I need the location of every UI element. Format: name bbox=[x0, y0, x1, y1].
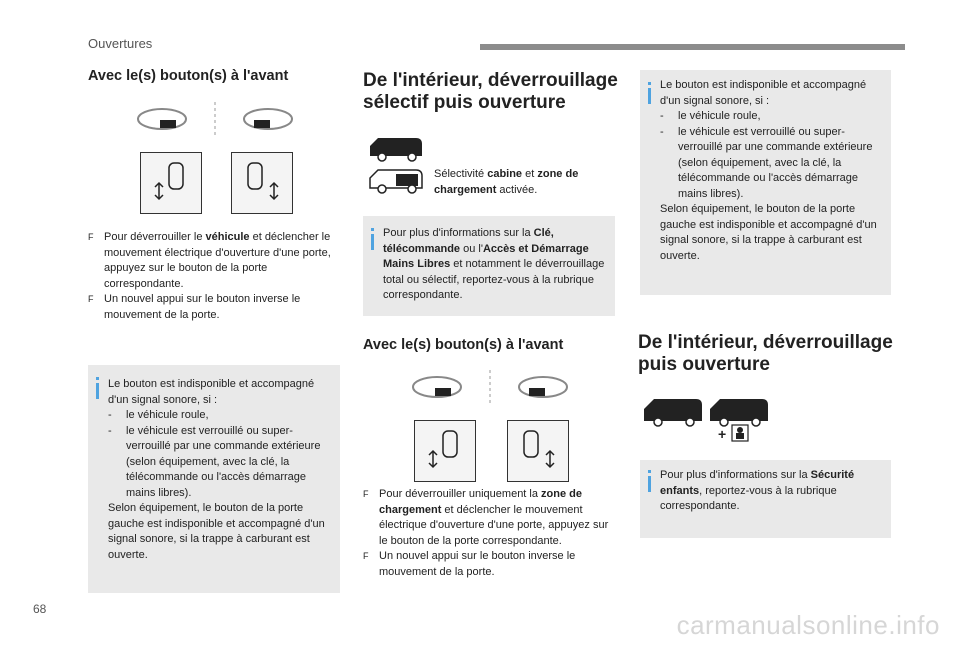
text: Pour déverrouiller le bbox=[104, 231, 206, 243]
text: et déclencher le mouvement électrique d'ouverture d'une porte, appuyez sur le bouton de la porte correspondante. bbox=[379, 503, 609, 547]
text: Sélectivité bbox=[434, 168, 488, 180]
watermark: carmanualsonline.info bbox=[676, 610, 940, 640]
note-outro: Selon équipement, le bouton de la porte gauche est indisponible et accompagné d'un signal sonore, si la trappe à carburant est ouverte. bbox=[660, 203, 877, 262]
text: Pour plus d'informations sur la bbox=[383, 227, 534, 239]
bullet-icon: F bbox=[363, 551, 369, 561]
selectivity-text bbox=[434, 167, 604, 198]
bullet-icon: F bbox=[88, 232, 94, 242]
list-item bbox=[88, 230, 340, 292]
door-switch-left-icon bbox=[415, 421, 475, 481]
text: le véhicule roule, bbox=[678, 110, 761, 122]
door-switch-right bbox=[507, 420, 569, 482]
text: activée. bbox=[496, 183, 538, 196]
col1-note-box bbox=[88, 365, 340, 593]
list-item bbox=[108, 408, 336, 424]
text: le véhicule roule, bbox=[126, 409, 209, 421]
door-switch-left-icon bbox=[141, 153, 201, 213]
header-bar bbox=[480, 44, 905, 50]
text-bold: Clé, télécommande bbox=[383, 227, 554, 255]
text-bold: Accès et Démarrage Mains Libres bbox=[383, 242, 589, 270]
col1-note-text bbox=[108, 377, 336, 563]
text: Un nouvel appui sur le bouton inverse le mouvement de la porte. bbox=[104, 293, 301, 321]
page-number: 68 bbox=[33, 602, 47, 616]
col2-note-text bbox=[383, 226, 611, 304]
text: et bbox=[522, 168, 538, 180]
text: Un nouvel appui sur le bouton inverse le mouvement de la porte. bbox=[379, 550, 576, 578]
list-item bbox=[88, 292, 340, 323]
col3-note2-box bbox=[640, 460, 891, 538]
col2-heading2: Avec le(s) bouton(s) à l'avant bbox=[363, 337, 564, 353]
bullet-icon: F bbox=[88, 294, 94, 304]
text: le véhicule est verrouillé ou super-verrouillé par une commande extérieure (selon équipement, avec la clé, la télécommande ou l'accès démarrage mains libres). bbox=[126, 424, 321, 499]
dash-icon: - bbox=[108, 409, 112, 421]
list-item bbox=[660, 125, 888, 203]
list-item bbox=[363, 487, 618, 549]
door-switch-right bbox=[231, 152, 293, 214]
text: Pour plus d'informations sur la bbox=[660, 469, 811, 481]
col2-note-box bbox=[363, 216, 615, 316]
col3-heading: De l'intérieur, déverrouillage puis ouverture bbox=[638, 332, 893, 375]
text-bold: Sécurité enfants bbox=[660, 469, 855, 497]
note-intro: Le bouton est indisponible et accompagné d'un signal sonore, si : bbox=[108, 378, 315, 406]
col3-note-text bbox=[660, 78, 888, 264]
door-switch-left bbox=[140, 152, 202, 214]
note-outro: Selon équipement, le bouton de la porte gauche est indisponible et accompagné d'un signal sonore, si la trappe à carburant est ouverte. bbox=[108, 502, 325, 561]
door-switch-left bbox=[414, 420, 476, 482]
van-cabin-icon bbox=[366, 134, 426, 162]
door-switch-right-icon bbox=[232, 153, 292, 213]
dash-icon: - bbox=[660, 110, 664, 122]
text: et déclencher le mouvement électrique d'ouverture d'une porte, appuyez sur le bouton de la porte correspondante. bbox=[104, 231, 331, 290]
text-bold: zone de chargement bbox=[379, 488, 582, 516]
dash-icon: - bbox=[660, 125, 664, 138]
col2-instructions bbox=[363, 487, 618, 580]
dash-icon: - bbox=[108, 424, 112, 437]
text: , reportez-vous à la rubrique correspondante. bbox=[660, 484, 837, 512]
vans-child-lock-illustration bbox=[640, 395, 780, 445]
note-intro: Le bouton est indisponible et accompagné d'un signal sonore, si : bbox=[660, 79, 867, 107]
van-cargo-icon bbox=[366, 166, 426, 196]
steering-wheels-illustration bbox=[130, 98, 300, 140]
col3-note-box bbox=[640, 70, 891, 295]
list-item bbox=[660, 109, 888, 125]
col2-heading: De l'intérieur, déverrouillage sélectif puis ouverture bbox=[363, 70, 618, 113]
steering-wheels-illustration bbox=[405, 366, 575, 408]
list-item bbox=[363, 549, 618, 580]
text: et notamment le déverrouillage total ou sélectif, reportez-vous à la rubrique correspondante. bbox=[383, 258, 605, 301]
bullet-icon: F bbox=[363, 489, 369, 499]
text-bold: cabine bbox=[487, 168, 523, 180]
text-bold: zone de chargement bbox=[434, 168, 579, 196]
plus-icon: + bbox=[718, 426, 727, 442]
door-switch-right-icon bbox=[508, 421, 568, 481]
text: Pour déverrouiller uniquement la bbox=[379, 488, 542, 500]
text-bold: véhicule bbox=[205, 231, 250, 243]
col1-heading: Avec le(s) bouton(s) à l'avant bbox=[88, 68, 289, 84]
text: ou l' bbox=[460, 242, 483, 255]
section-label: Ouvertures bbox=[88, 36, 153, 51]
col3-note2-text bbox=[660, 468, 888, 515]
text: le véhicule est verrouillé ou super-verrouillé par une commande extérieure (selon équipement, avec la clé, la télécommande ou l'accès démarrage mains libres). bbox=[678, 125, 873, 200]
col1-instructions bbox=[88, 230, 340, 323]
list-item bbox=[108, 424, 336, 502]
